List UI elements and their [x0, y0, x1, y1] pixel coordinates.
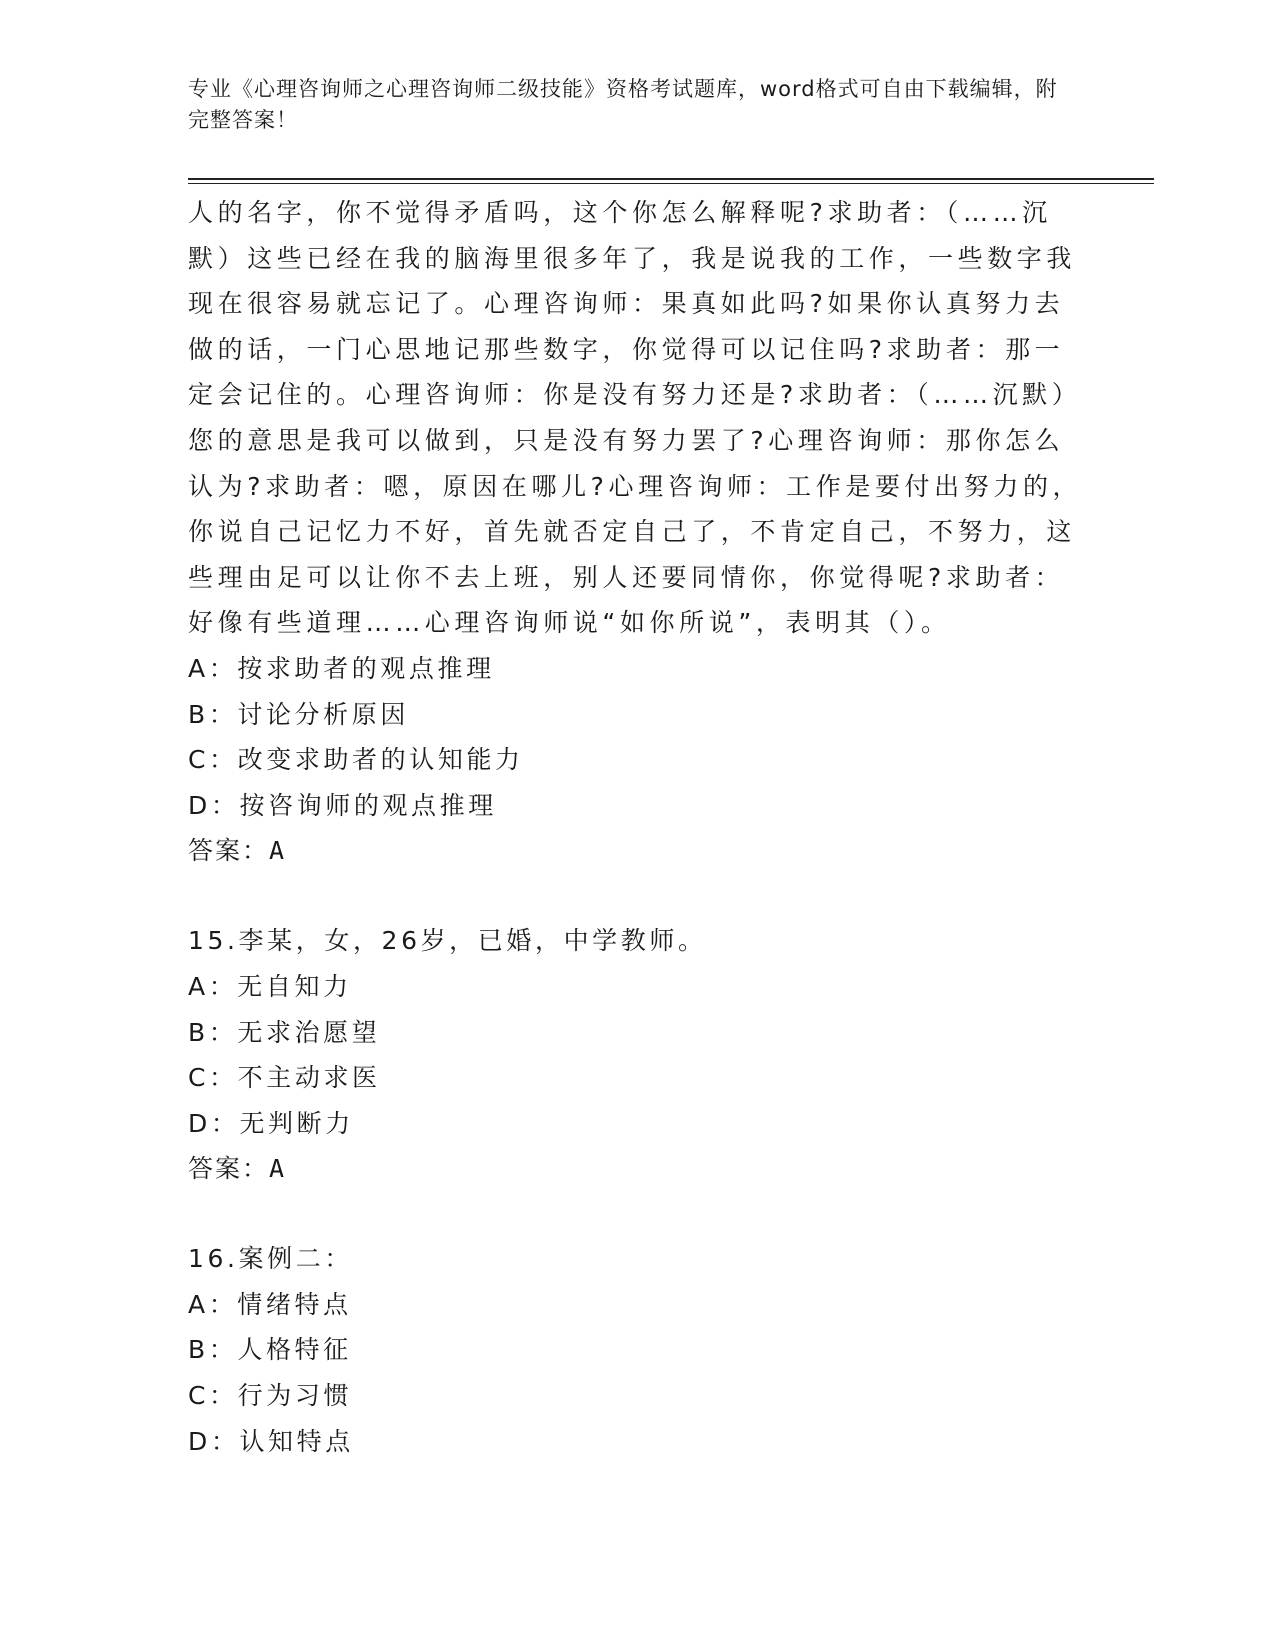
question-14 — [188, 190, 1088, 874]
option-d: D：无判断力 — [188, 1108, 354, 1138]
answer-value: A — [269, 836, 285, 866]
option-a: A：无自知力 — [188, 971, 352, 1001]
answer-label: 答案： — [188, 836, 270, 866]
question-passage: 人的名字，你不觉得矛盾吗，这个你怎么解释呢?求助者：（……沉默）这些已经在我的脑海里很多年了，我是说我的工作，一些数字我现在很容易就忘记了。心理咨询师：果真如此吗?如果你认真努力去做的话，一门心思地记那些数字，你觉得可以记住吗?求助者：那一定会记住的。心理咨询师：你是没有努力还是?求助者：（……沉默）您的意思是我可以做到，只是没有努力罢了?心理咨询师：那你怎么认为?求助者：嗯，原因在哪儿?心理咨询师：工作是要付出努力的，你说自己记忆力不好，首先就否定自己了，不肯定自己，不努力，这些理由足可以让你不去上班，别人还要同情你，你觉得呢?求助者：好像有些道理……心理咨询师说“如你所说”，表明其（）。 — [188, 198, 1083, 638]
question-stem: 15.李某，女，26岁，已婚，中学教师。 — [188, 926, 707, 956]
option-b: B：人格特征 — [188, 1335, 352, 1365]
option-c: C：行为习惯 — [188, 1381, 353, 1411]
document-header — [188, 74, 1068, 136]
answer-line — [188, 828, 1088, 874]
answer-value: A — [269, 1154, 285, 1184]
question-stem: 16.案例二： — [188, 1244, 353, 1274]
header-divider-thin — [188, 183, 1154, 184]
option-d: D：按咨询师的观点推理 — [188, 790, 497, 820]
answer-label: 答案： — [188, 1154, 270, 1184]
option-a: A：情绪特点 — [188, 1289, 352, 1319]
question-16 — [188, 1236, 1088, 1464]
answer-line — [188, 1146, 1088, 1192]
header-title: 专业《心理咨询师之心理咨询师二级技能》资格考试题库，word格式可自由下载编辑，附完整答案！ — [188, 77, 1058, 132]
question-content — [188, 190, 1088, 1464]
option-b: B：讨论分析原因 — [188, 699, 409, 729]
option-c: C：改变求助者的认知能力 — [188, 745, 524, 775]
option-d: D：认知特点 — [188, 1426, 354, 1456]
question-15 — [188, 918, 1088, 1192]
option-b: B：无求治愿望 — [188, 1017, 381, 1047]
option-a: A：按求助者的观点推理 — [188, 653, 495, 683]
header-divider-thick — [188, 178, 1154, 180]
option-c: C：不主动求医 — [188, 1063, 381, 1093]
